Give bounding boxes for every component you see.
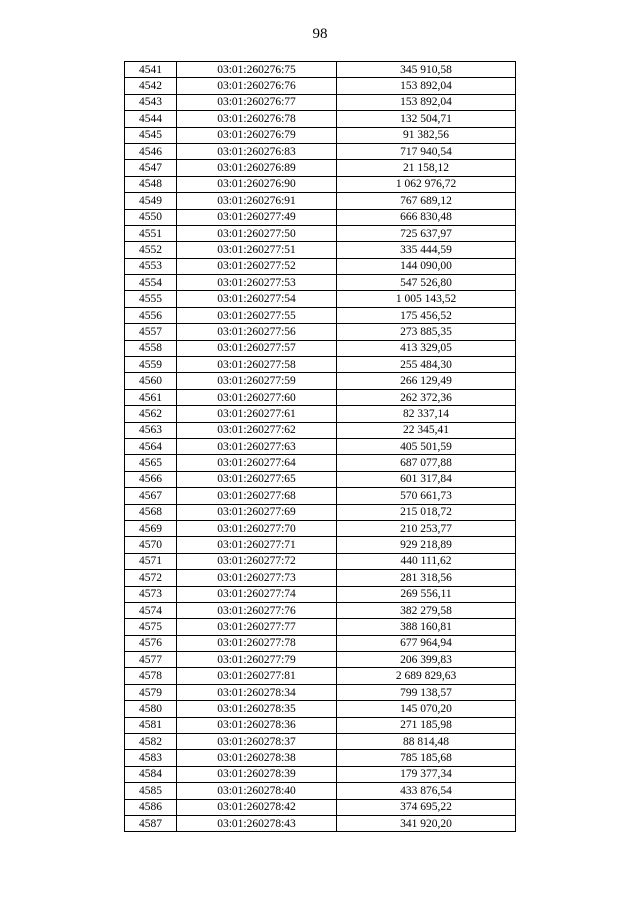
table-row [125,701,516,717]
value-cell: 210 253,77 [337,520,516,536]
row-number-cell: 4581 [125,717,177,733]
value-cell: 345 910,58 [337,62,516,78]
row-number-cell: 4544 [125,111,177,127]
row-number-cell: 4566 [125,471,177,487]
row-number-cell: 4585 [125,783,177,799]
row-number-cell: 4575 [125,619,177,635]
cadastral-number-cell: 03:01:260277:81 [177,668,337,684]
row-number-cell: 4560 [125,373,177,389]
value-cell: 145 070,20 [337,701,516,717]
table-row [125,111,516,127]
table-row [125,127,516,143]
cadastral-number-cell: 03:01:260277:77 [177,619,337,635]
cadastral-number-cell: 03:01:260276:89 [177,160,337,176]
row-number-cell: 4568 [125,504,177,520]
row-number-cell: 4574 [125,602,177,618]
value-cell: 799 138,57 [337,684,516,700]
row-number-cell: 4541 [125,62,177,78]
row-number-cell: 4558 [125,340,177,356]
value-cell: 21 158,12 [337,160,516,176]
row-number-cell: 4577 [125,652,177,668]
row-number-cell: 4559 [125,357,177,373]
value-cell: 413 329,05 [337,340,516,356]
row-number-cell: 4545 [125,127,177,143]
value-cell: 179 377,34 [337,766,516,782]
cadastral-number-cell: 03:01:260278:40 [177,783,337,799]
cadastral-number-cell: 03:01:260277:72 [177,553,337,569]
row-number-cell: 4561 [125,389,177,405]
cadastral-number-cell: 03:01:260278:34 [177,684,337,700]
cadastral-number-cell: 03:01:260276:77 [177,94,337,110]
row-number-cell: 4565 [125,455,177,471]
cadastral-number-cell: 03:01:260277:79 [177,652,337,668]
value-cell: 153 892,04 [337,94,516,110]
row-number-cell: 4564 [125,438,177,454]
row-number-cell: 4554 [125,275,177,291]
value-cell: 269 556,11 [337,586,516,602]
value-cell: 281 318,56 [337,570,516,586]
value-cell: 388 160,81 [337,619,516,635]
table-row [125,783,516,799]
cadastral-number-cell: 03:01:260277:71 [177,537,337,553]
value-cell: 374 695,22 [337,799,516,815]
table-row [125,78,516,94]
value-cell: 440 111,62 [337,553,516,569]
table-row [125,324,516,340]
table-row [125,799,516,815]
value-cell: 547 526,80 [337,275,516,291]
value-cell: 91 382,56 [337,127,516,143]
row-number-cell: 4552 [125,242,177,258]
cadastral-number-cell: 03:01:260276:76 [177,78,337,94]
value-cell: 687 077,88 [337,455,516,471]
value-cell: 153 892,04 [337,78,516,94]
row-number-cell: 4548 [125,176,177,192]
value-cell: 255 484,30 [337,357,516,373]
cadastral-number-cell: 03:01:260277:65 [177,471,337,487]
table-row [125,717,516,733]
cadastral-number-cell: 03:01:260278:43 [177,815,337,831]
row-number-cell: 4571 [125,553,177,569]
table-row [125,586,516,602]
row-number-cell: 4557 [125,324,177,340]
row-number-cell: 4555 [125,291,177,307]
cadastral-number-cell: 03:01:260277:58 [177,357,337,373]
value-cell: 1 005 143,52 [337,291,516,307]
cadastral-number-cell: 03:01:260277:49 [177,209,337,225]
cadastral-number-cell: 03:01:260277:55 [177,307,337,323]
cadastral-number-cell: 03:01:260276:83 [177,143,337,159]
table-row [125,619,516,635]
row-number-cell: 4579 [125,684,177,700]
value-cell: 725 637,97 [337,225,516,241]
table-row [125,504,516,520]
value-cell: 382 279,58 [337,602,516,618]
cadastral-number-cell: 03:01:260277:74 [177,586,337,602]
cadastral-number-cell: 03:01:260277:52 [177,258,337,274]
value-cell: 215 018,72 [337,504,516,520]
page-number: 98 [312,26,328,42]
cadastral-number-cell: 03:01:260277:73 [177,570,337,586]
cadastral-number-cell: 03:01:260277:68 [177,488,337,504]
cadastral-number-cell: 03:01:260277:61 [177,406,337,422]
table-row [125,750,516,766]
table-row [125,488,516,504]
row-number-cell: 4562 [125,406,177,422]
value-cell: 262 372,36 [337,389,516,405]
value-cell: 22 345,41 [337,422,516,438]
table-row [125,193,516,209]
value-cell: 88 814,48 [337,734,516,750]
cadastral-number-cell: 03:01:260278:35 [177,701,337,717]
table-row [125,258,516,274]
row-number-cell: 4576 [125,635,177,651]
table-row [125,668,516,684]
cadastral-number-cell: 03:01:260277:57 [177,340,337,356]
cadastral-number-cell: 03:01:260277:51 [177,242,337,258]
row-number-cell: 4569 [125,520,177,536]
value-cell: 433 876,54 [337,783,516,799]
table-row [125,406,516,422]
table-row [125,242,516,258]
value-cell: 335 444,59 [337,242,516,258]
row-number-cell: 4543 [125,94,177,110]
value-cell: 767 689,12 [337,193,516,209]
value-cell: 666 830,48 [337,209,516,225]
row-number-cell: 4567 [125,488,177,504]
value-cell: 929 218,89 [337,537,516,553]
cadastral-value-table [124,61,516,832]
table-row [125,62,516,78]
row-number-cell: 4572 [125,570,177,586]
table-row [125,357,516,373]
value-cell: 132 504,71 [337,111,516,127]
row-number-cell: 4550 [125,209,177,225]
value-cell: 677 964,94 [337,635,516,651]
row-number-cell: 4570 [125,537,177,553]
value-cell: 271 185,98 [337,717,516,733]
row-number-cell: 4549 [125,193,177,209]
table-row [125,209,516,225]
cadastral-number-cell: 03:01:260276:79 [177,127,337,143]
row-number-cell: 4551 [125,225,177,241]
value-cell: 273 885,35 [337,324,516,340]
cadastral-number-cell: 03:01:260277:54 [177,291,337,307]
row-number-cell: 4553 [125,258,177,274]
table-row [125,94,516,110]
value-cell: 175 456,52 [337,307,516,323]
cadastral-number-cell: 03:01:260277:78 [177,635,337,651]
table-row [125,766,516,782]
table-row [125,570,516,586]
cadastral-number-cell: 03:01:260276:75 [177,62,337,78]
cadastral-number-cell: 03:01:260276:78 [177,111,337,127]
cadastral-number-cell: 03:01:260277:64 [177,455,337,471]
table-row [125,307,516,323]
row-number-cell: 4578 [125,668,177,684]
cadastral-number-cell: 03:01:260277:62 [177,422,337,438]
cadastral-number-cell: 03:01:260277:53 [177,275,337,291]
table-row [125,373,516,389]
cadastral-number-cell: 03:01:260277:56 [177,324,337,340]
cadastral-number-cell: 03:01:260278:39 [177,766,337,782]
row-number-cell: 4582 [125,734,177,750]
row-number-cell: 4587 [125,815,177,831]
table-row [125,389,516,405]
table-row [125,537,516,553]
table-row [125,438,516,454]
table-row [125,160,516,176]
row-number-cell: 4583 [125,750,177,766]
cadastral-number-cell: 03:01:260277:70 [177,520,337,536]
cadastral-number-cell: 03:01:260277:60 [177,389,337,405]
table-row [125,734,516,750]
row-number-cell: 4556 [125,307,177,323]
value-cell: 601 317,84 [337,471,516,487]
cadastral-number-cell: 03:01:260277:76 [177,602,337,618]
table-row [125,340,516,356]
value-cell: 405 501,59 [337,438,516,454]
row-number-cell: 4573 [125,586,177,602]
table-row [125,602,516,618]
table-row [125,422,516,438]
value-cell: 717 940,54 [337,143,516,159]
row-number-cell: 4563 [125,422,177,438]
table-row [125,225,516,241]
table-row [125,143,516,159]
row-number-cell: 4580 [125,701,177,717]
value-cell: 785 185,68 [337,750,516,766]
table-row [125,291,516,307]
cadastral-number-cell: 03:01:260278:36 [177,717,337,733]
row-number-cell: 4547 [125,160,177,176]
row-number-cell: 4586 [125,799,177,815]
table-row [125,553,516,569]
row-number-cell: 4542 [125,78,177,94]
cadastral-number-cell: 03:01:260278:37 [177,734,337,750]
value-cell: 206 399,83 [337,652,516,668]
cadastral-number-cell: 03:01:260276:91 [177,193,337,209]
table-row [125,471,516,487]
value-cell: 341 920,20 [337,815,516,831]
row-number-cell: 4546 [125,143,177,159]
value-cell: 2 689 829,63 [337,668,516,684]
cadastral-number-cell: 03:01:260277:59 [177,373,337,389]
value-cell: 144 090,00 [337,258,516,274]
cadastral-number-cell: 03:01:260277:69 [177,504,337,520]
value-cell: 1 062 976,72 [337,176,516,192]
value-cell: 82 337,14 [337,406,516,422]
value-cell: 266 129,49 [337,373,516,389]
cadastral-number-cell: 03:01:260276:90 [177,176,337,192]
table-row [125,815,516,831]
cadastral-number-cell: 03:01:260278:38 [177,750,337,766]
table-body [125,62,516,832]
row-number-cell: 4584 [125,766,177,782]
cadastral-number-cell: 03:01:260278:42 [177,799,337,815]
table-row [125,635,516,651]
value-cell: 570 661,73 [337,488,516,504]
table-row [125,455,516,471]
table-row [125,275,516,291]
cadastral-number-cell: 03:01:260277:50 [177,225,337,241]
table-row [125,684,516,700]
table-row [125,652,516,668]
table-row [125,176,516,192]
table-row [125,520,516,536]
cadastral-number-cell: 03:01:260277:63 [177,438,337,454]
